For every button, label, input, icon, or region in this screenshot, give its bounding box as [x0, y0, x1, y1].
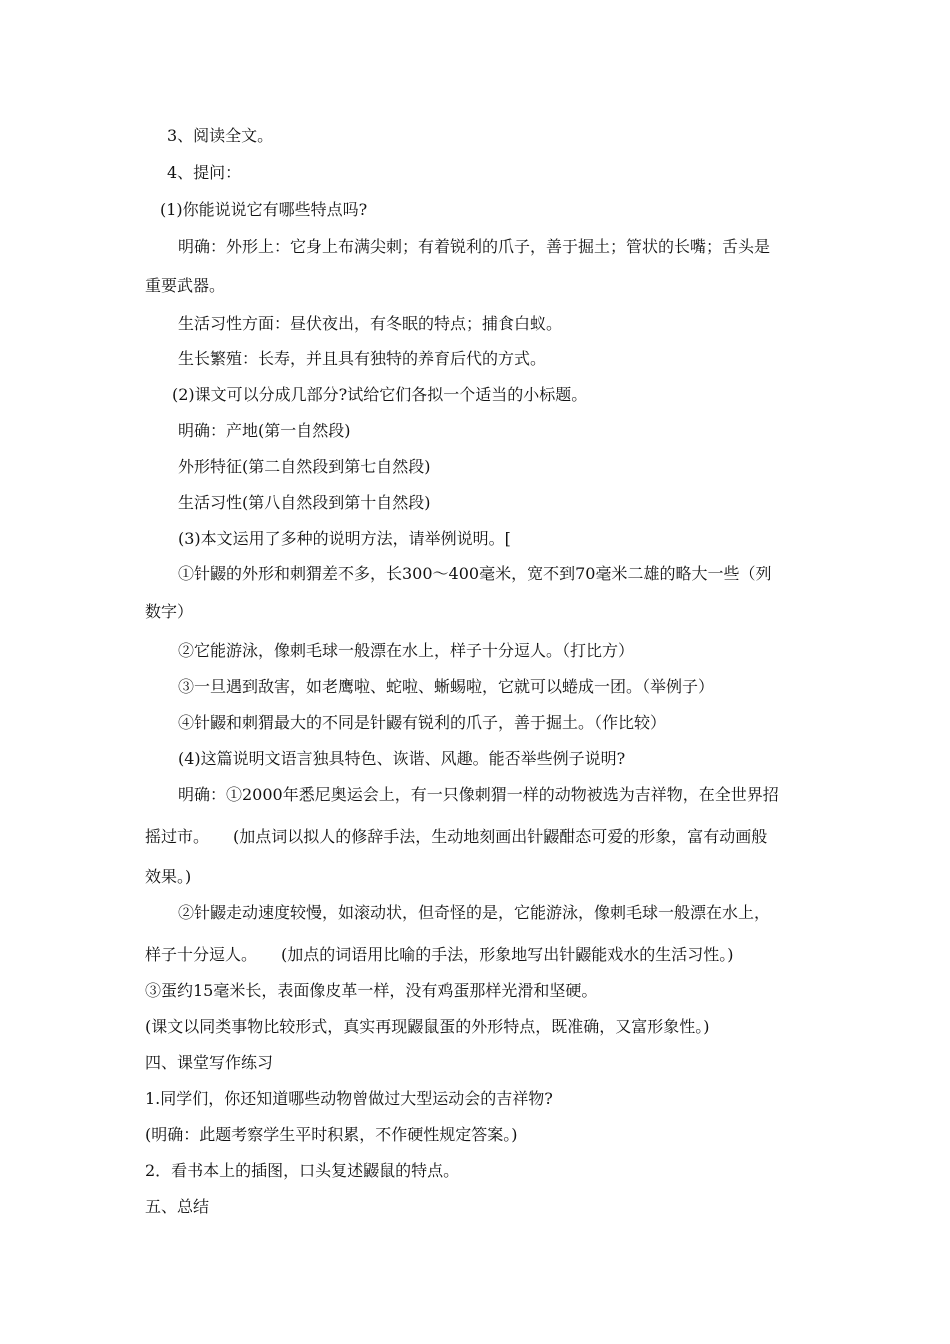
text-line: ③一旦遇到敌害，如老鹰啦、蛇啦、蜥蜴啦，它就可以蜷成一团。（举例子） — [178, 677, 715, 696]
text-line: ③蛋约15毫米长，表面像皮革一样，没有鸡蛋那样光滑和坚硬。 — [145, 981, 598, 1000]
text-line: (明确：此题考察学生平时积累，不作硬性规定答案。) — [145, 1125, 518, 1144]
text-line: 明确：①2000年悉尼奥运会上，有一只像刺猬一样的动物被选为吉祥物，在全世界招 — [178, 785, 779, 804]
text-line: 生活习性方面：昼伏夜出，有冬眠的特点；捕食白蚁。 — [178, 314, 563, 333]
text-line: ①针鼹的外形和刺猬差不多，长300～400毫米，宽不到70毫米二雄的略大一些（列 — [178, 564, 772, 583]
text-line: (1)你能说说它有哪些特点吗? — [160, 200, 368, 219]
section-heading: 四、课堂写作练习 — [145, 1053, 274, 1072]
text-line: 数字） — [145, 602, 194, 621]
text-line: 外形特征(第二自然段到第七自然段) — [178, 457, 431, 476]
text-line: (3)本文运用了多种的说明方法，请举例说明。[ — [178, 529, 511, 548]
text-line: 明确：外形上：它身上布满尖刺；有着锐利的爪子，善于掘土；管状的长嘴；舌头是 — [178, 237, 771, 256]
section-heading: 五、总结 — [145, 1197, 210, 1216]
text-line: 4、提问： — [167, 163, 242, 182]
text-line: 摇过市。 (加点词以拟人的修辞手法，生动地刻画出针鼹酣态可爱的形象，富有动画般 — [145, 827, 768, 846]
text-line: 明确：产地(第一自然段) — [178, 421, 351, 440]
text-line: 效果。) — [145, 867, 192, 886]
text-line: 样子十分逗人。 (加点的词语用比喻的手法，形象地写出针鼹能戏水的生活习性。) — [145, 945, 734, 964]
text-line: ②它能游泳，像刺毛球一般漂在水上，样子十分逗人。（打比方） — [178, 641, 635, 660]
text-line: 生长繁殖：长寿，并且具有独特的养育后代的方式。 — [178, 349, 547, 368]
text-line: (4)这篇说明文语言独具特色、诙谐、风趣。能否举些例子说明? — [178, 749, 626, 768]
text-line: (2)课文可以分成几部分?试给它们各拟一个适当的小标题。 — [172, 385, 588, 404]
text-line: 3、阅读全文。 — [167, 126, 274, 145]
text-line: ④针鼹和刺猬最大的不同是针鼹有锐利的爪子，善于掘土。（作比较） — [178, 713, 667, 732]
text-line: 1.同学们，你还知道哪些动物曾做过大型运动会的吉祥物? — [145, 1089, 553, 1108]
text-line: (课文以同类事物比较形式，真实再现鼹鼠蛋的外形特点，既准确，又富形象性。) — [145, 1017, 710, 1036]
text-line: ②针鼹走动速度较慢，如滚动状，但奇怪的是，它能游泳，像刺毛球一般漂在水上， — [178, 903, 771, 922]
text-line: 生活习性(第八自然段到第十自然段) — [178, 493, 431, 512]
text-line: 2．看书本上的插图，口头复述鼹鼠的特点。 — [145, 1161, 460, 1180]
text-line: 重要武器。 — [145, 276, 226, 295]
